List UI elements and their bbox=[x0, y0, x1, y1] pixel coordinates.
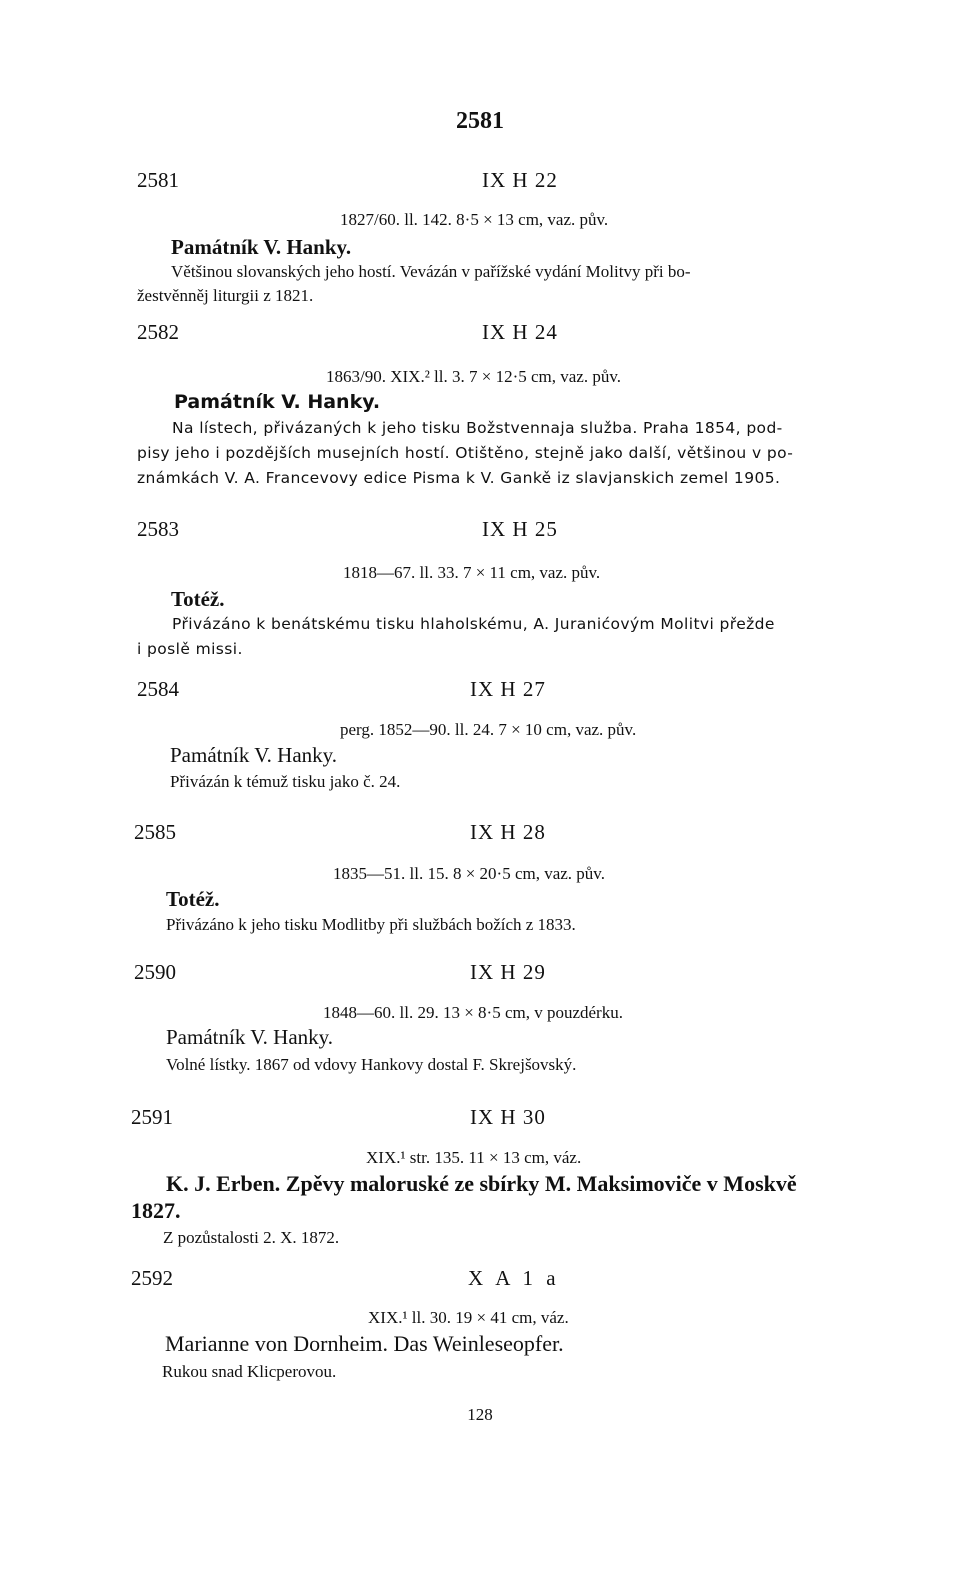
entry-title: Totéž. bbox=[171, 587, 225, 611]
entry-number: 2590 bbox=[134, 960, 176, 984]
note-line: i poslě missi. bbox=[137, 640, 243, 658]
note-line: Na lístech, přivázaných k jeho tisku Božstvennaja služba. Praha 1854, pod- bbox=[172, 419, 783, 437]
entry-title: Totéž. bbox=[166, 887, 220, 911]
entry-title: Památník V. Hanky. bbox=[170, 743, 338, 767]
entry-number: 2591 bbox=[131, 1105, 173, 1129]
physical-description: 1863/90. XIX.² ll. 3. 7 × 12·5 cm, vaz. pův. bbox=[326, 367, 621, 386]
shelfmark: IX H 24 bbox=[482, 320, 558, 344]
note-line: Přivázáno k jeho tisku Modlitby při službách božích z 1833. bbox=[166, 915, 576, 934]
physical-description: XIX.¹ str. 135. 11 × 13 cm, váz. bbox=[366, 1148, 582, 1167]
note-line: Rukou snad Klicperovou. bbox=[162, 1362, 337, 1381]
entry-number: 2583 bbox=[137, 517, 179, 541]
physical-description: 1835—51. ll. 15. 8 × 20·5 cm, vaz. pův. bbox=[333, 864, 605, 883]
note-line: Přivázán k témuž tisku jako č. 24. bbox=[170, 772, 401, 791]
note-line: známkách V. A. Francevovy edice Pisma k V. Gankě iz slavjanskich zemel 1905. bbox=[137, 469, 781, 487]
note-line: pisy jeho i pozdějších musejních hostí. Otištěno, stejně jako další, většinou v po- bbox=[137, 444, 794, 462]
entry-title: Marianne von Dornheim. Das Weinleseopfer. bbox=[165, 1331, 564, 1356]
entry-number: 2584 bbox=[137, 677, 179, 701]
running-head: 2581 bbox=[456, 108, 504, 134]
page-number: 128 bbox=[467, 1405, 493, 1424]
note-line: Volné lístky. 1867 od vdovy Hankovy dostal F. Skrejšovský. bbox=[166, 1055, 577, 1074]
entry-number: 2592 bbox=[131, 1266, 173, 1290]
entry-number: 2585 bbox=[134, 820, 176, 844]
shelfmark: IX H 22 bbox=[482, 168, 558, 192]
entry-title: Památník V. Hanky. bbox=[171, 235, 352, 259]
entry-number: 2581 bbox=[137, 168, 179, 192]
physical-description: XIX.¹ ll. 30. 19 × 41 cm, váz. bbox=[368, 1308, 569, 1327]
shelfmark: IX H 29 bbox=[470, 960, 546, 984]
physical-description: perg. 1852—90. ll. 24. 7 × 10 cm, vaz. pův. bbox=[340, 720, 637, 739]
entry-number: 2582 bbox=[137, 320, 179, 344]
shelfmark: X A 1 a bbox=[468, 1266, 560, 1290]
note-line: Většinou slovanských jeho hostí. Vevázán v pařížské vydání Molitvy při bo- bbox=[171, 262, 691, 281]
entry-title-continuation: 1827. bbox=[131, 1198, 181, 1223]
shelfmark: IX H 28 bbox=[470, 820, 546, 844]
entry-title: Památník V. Hanky. bbox=[174, 391, 381, 413]
shelfmark: IX H 27 bbox=[470, 677, 546, 701]
note-line: Z pozůstalosti 2. X. 1872. bbox=[163, 1228, 340, 1247]
note-line: Přivázáno k benátskému tisku hlaholskému, A. Juranićovým Molitvi přežde bbox=[172, 615, 775, 633]
entry-title: K. J. Erben. Zpěvy maloruské ze sbírky M. Maksimoviče v Moskvě bbox=[166, 1171, 797, 1196]
physical-description: 1818—67. ll. 33. 7 × 11 cm, vaz. pův. bbox=[343, 563, 601, 582]
shelfmark: IX H 30 bbox=[470, 1105, 546, 1129]
shelfmark: IX H 25 bbox=[482, 517, 558, 541]
physical-description: 1848—60. ll. 29. 13 × 8·5 cm, v pouzdérku. bbox=[323, 1003, 623, 1022]
entry-title: Památník V. Hanky. bbox=[166, 1025, 334, 1049]
note-line: žestvěnněj liturgii z 1821. bbox=[137, 286, 314, 305]
physical-description: 1827/60. ll. 142. 8·5 × 13 cm, vaz. pův. bbox=[340, 210, 609, 229]
